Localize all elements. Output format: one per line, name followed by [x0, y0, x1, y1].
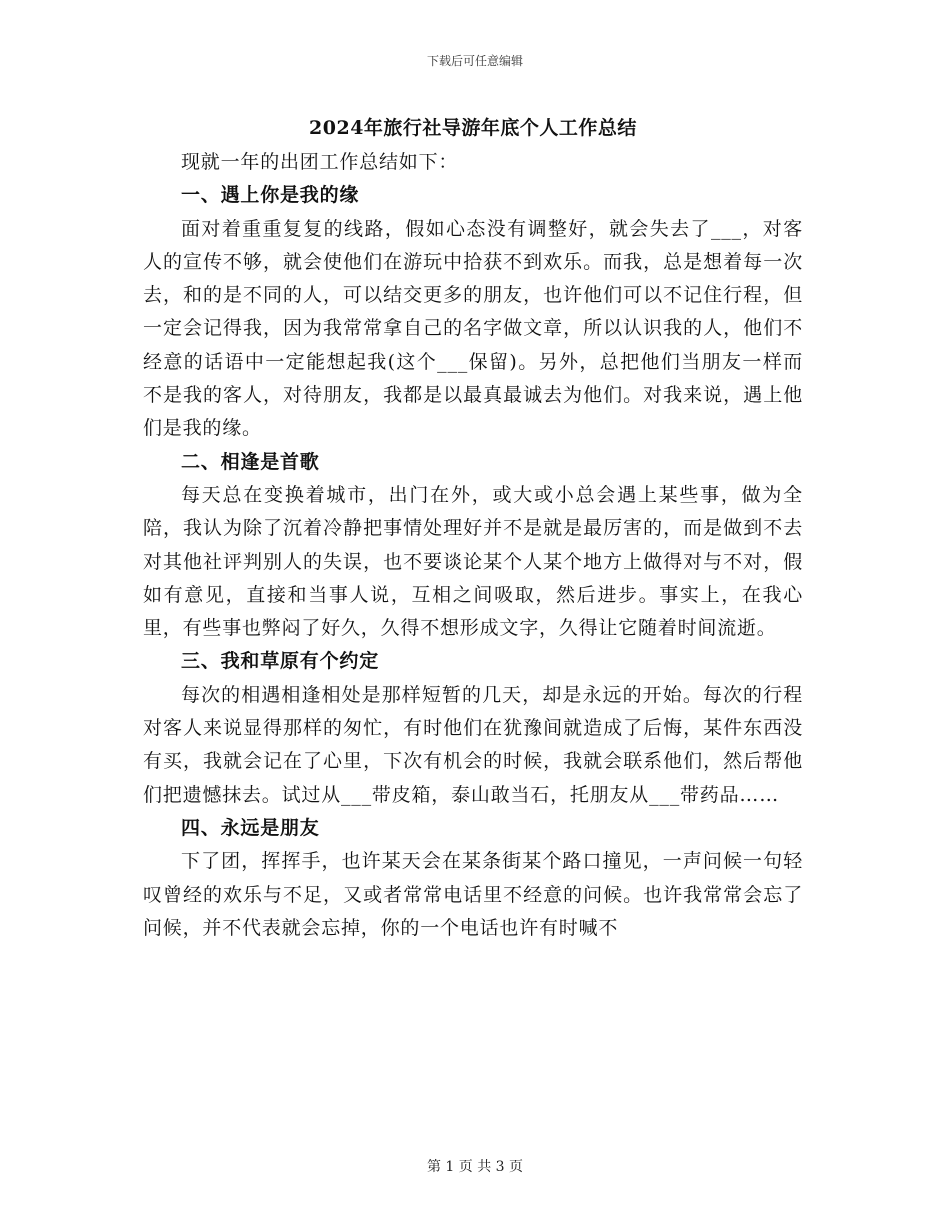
document-title: 2024年旅行社导游年底个人工作总结 — [309, 117, 637, 139]
section-4-paragraph: 下了团，挥挥手，也许某天会在某条街某个路口撞见，一声问候一句轻叹曾经的欢乐与不足，又或者常常电话里不经意的问候。也许我常常会忘了问候，并不代表就会忘掉，你的一个电话也许有时喊不 — [143, 850, 803, 939]
document-body — [143, 110, 803, 945]
section-heading-1: 一、遇上你是我的缘 — [181, 184, 360, 207]
intro-paragraph: 现就一年的出团工作总结如下： — [181, 151, 459, 173]
section-3-paragraph: 每次的相遇相逢相处是那样短暂的几天，却是永远的开始。每次的行程对客人来说显得那样的匆忙，有时他们在犹豫间就造成了后悔，某件东西没有买，我就会记在了心里，下次有机会的时候，我就会联系他们，然后帮他们把遗憾抹去。试过从___带皮箱，泰山敢当石，托朋友从___带药品…… — [143, 683, 803, 806]
header-note: 下载后可任意编辑 — [426, 54, 523, 68]
section-2-paragraph: 每天总在变换着城市，出门在外，或大或小总会遇上某些事，做为全陪，我认为除了沉着冷静把事情处理好并不是就是最厉害的，而是做到不去对其他社评判别人的失误，也不要谈论某个人某个地方上做得对与不对，假如有意见，直接和当事人说，互相之间吸取，然后进步。事实上，在我心里，有些事也弊闷了好久，久得不想形成文字，久得让它随着时间流逝。 — [143, 483, 803, 640]
section-heading-2: 二、相逢是首歌 — [181, 450, 320, 473]
section-1-paragraph: 面对着重重复复的线路，假如心态没有调整好，就会失去了___，对客人的宣传不够，就会使他们在游玩中拾获不到欢乐。而我，总是想着每一次去，和的是不同的人，可以结交更多的朋友，也许他们可以不记住行程，但一定会记得我，因为我常常拿自己的名字做文章，所以认识我的人，他们不经意的话语中一定能想起我(这个___保留)。另外，总把他们当朋友一样而不是我的客人，对待朋友，我都是以最真最诚去为他们。对我来说，遇上他们是我的缘。 — [143, 217, 803, 440]
section-heading-3: 三、我和草原有个约定 — [181, 650, 380, 673]
section-heading-4: 四、永远是朋友 — [181, 816, 320, 839]
page-number: 第 1 页 共 3 页 — [426, 1159, 524, 1175]
